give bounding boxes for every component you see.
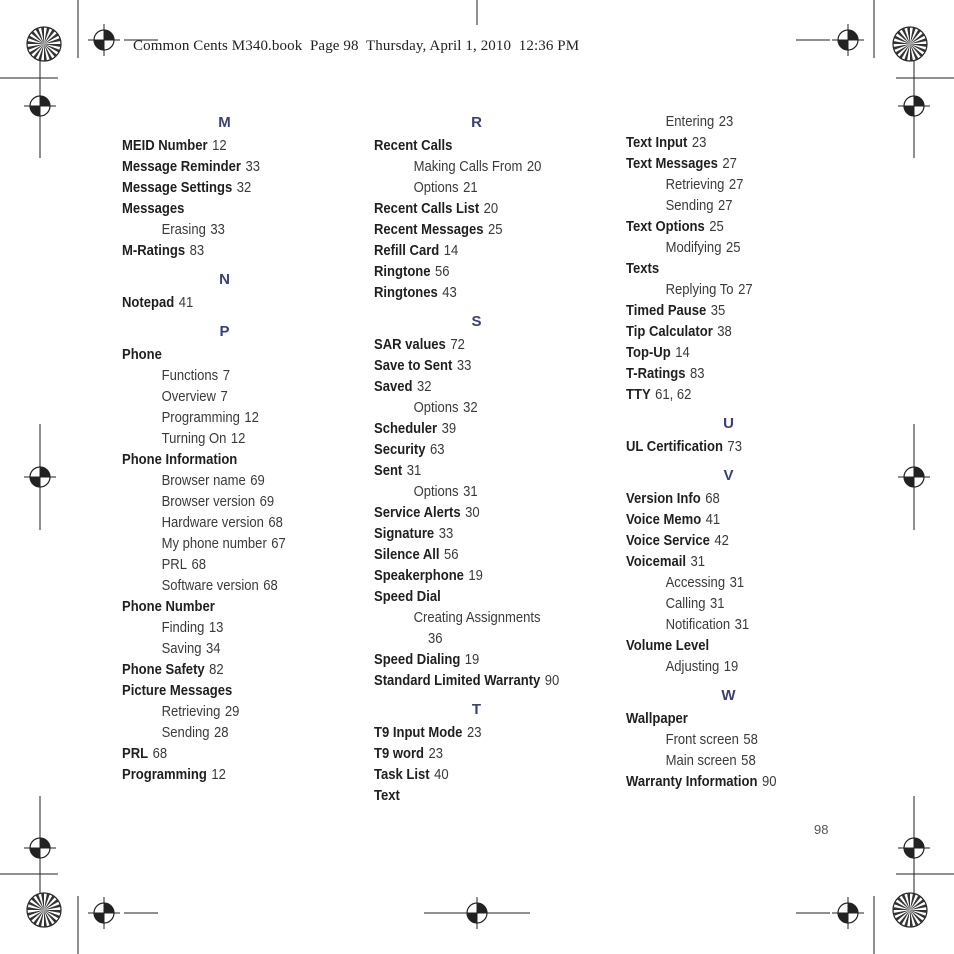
entry-term: Entering — [665, 114, 715, 130]
index-subentry — [374, 629, 590, 650]
entry-page-refs: 31 — [690, 554, 705, 570]
index-subentry — [626, 751, 842, 772]
entry-term: Options — [413, 484, 459, 500]
index-entry — [374, 503, 590, 524]
index-subentry — [374, 178, 590, 199]
index-entry — [374, 744, 590, 765]
entry-page-refs: 23 — [691, 135, 707, 151]
entry-page-refs: 21 — [463, 180, 478, 196]
index-entry — [122, 199, 338, 220]
index-subentry — [626, 112, 842, 133]
index-entry — [626, 385, 842, 406]
index-entry — [626, 133, 842, 154]
entry-page-refs: 19 — [464, 652, 480, 668]
print-header: Common Cents M340.book Page 98 Thursday, April 1, 2010 12:36 PM — [133, 38, 580, 54]
index-entry — [374, 136, 590, 157]
index-subentry — [122, 492, 338, 513]
entry-term: Message Settings — [122, 180, 233, 196]
entry-term: My phone number — [161, 536, 267, 552]
entry-page-refs: 58 — [741, 753, 756, 769]
entry-term: Saved — [374, 379, 413, 395]
entry-page-refs: 68 — [268, 515, 283, 531]
index-entry — [374, 461, 590, 482]
registration-mark-icon — [898, 832, 930, 864]
entry-term: Service Alerts — [374, 505, 461, 521]
index-entry — [122, 136, 338, 157]
entry-page-refs: 12 — [212, 138, 227, 154]
entry-term: PRL — [161, 557, 187, 573]
entry-page-refs: 31 — [406, 463, 422, 479]
index-subentry — [122, 387, 338, 408]
index-entry — [122, 157, 338, 178]
entry-page-refs: 63 — [430, 442, 445, 458]
entry-term: M-Ratings — [122, 243, 186, 259]
entry-page-refs: 41 — [705, 512, 721, 528]
index-subentry — [626, 238, 842, 259]
entry-term: Creating Assignments — [413, 610, 541, 626]
index-entry — [374, 786, 590, 807]
entry-term: Phone Safety — [122, 662, 205, 678]
entry-page-refs: 34 — [206, 641, 221, 657]
index-entry — [374, 723, 590, 744]
index-entry — [626, 489, 842, 510]
index-entry — [374, 262, 590, 283]
entry-term: Front screen — [665, 732, 739, 748]
entry-term: Recent Messages — [374, 222, 484, 238]
index-entry — [374, 241, 590, 262]
entry-term: Save to Sent — [374, 358, 453, 374]
index-entry — [122, 241, 338, 262]
entry-term: Main screen — [665, 753, 737, 769]
index-entry — [626, 709, 842, 730]
entry-page-refs: 12 — [244, 410, 259, 426]
index-subentry — [122, 471, 338, 492]
index-entry — [374, 440, 590, 461]
entry-term: TTY — [626, 387, 651, 403]
entry-term: Saving — [161, 641, 202, 657]
index-entry — [122, 597, 338, 618]
registration-mark-icon — [832, 24, 864, 56]
entry-term: Speed Dialing — [374, 652, 461, 668]
entry-term: SAR values — [374, 337, 446, 353]
index-entry — [626, 636, 842, 657]
registration-mark-icon — [24, 90, 56, 122]
entry-term: Top-Up — [626, 345, 671, 361]
index-subentry — [122, 408, 338, 429]
entry-term: Retrieving — [665, 177, 725, 193]
registration-mark-icon — [88, 24, 120, 56]
index-subentry — [122, 576, 338, 597]
entry-term: Volume Level — [626, 638, 710, 654]
entry-term: MEID Number — [122, 138, 208, 154]
section-letter: N — [219, 271, 230, 288]
entry-page-refs: 13 — [208, 620, 224, 636]
entry-page-refs: 19 — [723, 659, 739, 675]
entry-page-refs: 68 — [263, 578, 278, 594]
index-entry — [374, 566, 590, 587]
entry-term: Browser version — [161, 494, 256, 510]
index-subentry — [122, 429, 338, 450]
entry-page-refs: 30 — [465, 505, 480, 521]
entry-term: Message Reminder — [122, 159, 241, 175]
entry-term: Texts — [626, 261, 660, 277]
starburst-mark-icon — [893, 27, 927, 61]
entry-term: Replying To — [665, 282, 734, 298]
entry-page-refs: 27 — [722, 156, 737, 172]
index-subentry — [122, 639, 338, 660]
entry-term: T-Ratings — [626, 366, 686, 382]
index-entry — [626, 552, 842, 573]
entry-term: Text Input — [626, 135, 688, 151]
starburst-mark-icon — [893, 893, 927, 927]
index-column-2 — [374, 112, 614, 807]
index-entry — [122, 660, 338, 681]
index-subentry — [122, 723, 338, 744]
entry-page-refs: 20 — [483, 201, 499, 217]
section-letter: W — [721, 687, 736, 704]
starburst-mark-icon — [27, 27, 61, 61]
entry-term: Speed Dial — [374, 589, 441, 605]
index-entry — [374, 545, 590, 566]
section-letter: M — [218, 114, 231, 131]
entry-page-refs: 19 — [468, 568, 483, 584]
entry-page-refs: 69 — [259, 494, 275, 510]
entry-page-refs: 20 — [526, 159, 542, 175]
section-letter: R — [471, 114, 482, 131]
entry-page-refs: 7 — [220, 389, 228, 405]
index-entry — [374, 283, 590, 304]
index-entry — [122, 178, 338, 199]
entry-page-refs: 36 — [428, 631, 443, 647]
index-subentry — [626, 573, 842, 594]
index-entry — [374, 356, 590, 377]
entry-page-refs: 61, 62 — [655, 387, 692, 403]
index-subentry — [626, 730, 842, 751]
index-entry — [626, 531, 842, 552]
index-subentry — [122, 366, 338, 387]
entry-page-refs: 25 — [488, 222, 503, 238]
registration-mark-icon — [88, 897, 120, 929]
entry-term: Retrieving — [161, 704, 221, 720]
index-subentry — [374, 398, 590, 419]
entry-page-refs: 56 — [435, 264, 450, 280]
entry-term: Ringtones — [374, 285, 438, 301]
index-entry — [626, 322, 842, 343]
entry-term: Voice Service — [626, 533, 710, 549]
entry-term: T9 Input Mode — [374, 725, 463, 741]
entry-term: Adjusting — [665, 659, 720, 675]
section-letter: V — [723, 467, 734, 484]
entry-term: Modifying — [665, 240, 722, 256]
index-entry — [626, 437, 842, 458]
entry-page-refs: 32 — [416, 379, 432, 395]
index-subentry — [374, 482, 590, 503]
entry-page-refs: 42 — [714, 533, 729, 549]
entry-page-refs: 31 — [734, 617, 750, 633]
entry-term: Refill Card — [374, 243, 440, 259]
entry-term: Tip Calculator — [626, 324, 713, 340]
entry-term: Voicemail — [626, 554, 686, 570]
entry-term: Recent Calls List — [374, 201, 480, 217]
registration-mark-icon — [24, 832, 56, 864]
entry-page-refs: 27 — [728, 177, 744, 193]
entry-page-refs: 28 — [213, 725, 229, 741]
entry-term: Phone — [122, 347, 162, 363]
index-entry — [626, 364, 842, 385]
entry-term: Options — [413, 400, 459, 416]
entry-page-refs: 41 — [178, 295, 194, 311]
index-entry — [374, 671, 590, 692]
index-entry — [374, 220, 590, 241]
entry-term: PRL — [122, 746, 149, 762]
entry-term: Version Info — [626, 491, 701, 507]
section-letter: T — [471, 701, 482, 718]
entry-term: UL Certification — [626, 439, 723, 455]
index-subentry — [374, 608, 590, 629]
index-subentry — [626, 280, 842, 301]
page-number: 98 — [814, 822, 829, 837]
entry-page-refs: 35 — [710, 303, 726, 319]
entry-term: Notification — [665, 617, 731, 633]
index-entry — [374, 335, 590, 356]
index-column-1 — [122, 112, 362, 786]
entry-term: Turning On — [161, 431, 227, 447]
entry-term: Options — [413, 180, 459, 196]
entry-term: Standard Limited Warranty — [374, 673, 541, 689]
index-entry — [626, 343, 842, 364]
index-subentry — [626, 657, 842, 678]
registration-mark-icon — [898, 461, 930, 493]
registration-mark-icon — [24, 461, 56, 493]
index-entry — [122, 744, 338, 765]
entry-page-refs: 23 — [718, 114, 734, 130]
section-letter: S — [471, 313, 482, 330]
entry-term: Recent Calls — [374, 138, 453, 154]
entry-page-refs: 14 — [443, 243, 459, 259]
index-subentry — [626, 196, 842, 217]
entry-page-refs: 82 — [209, 662, 224, 678]
entry-page-refs: 56 — [444, 547, 459, 563]
index-entry — [626, 259, 842, 280]
entry-page-refs: 72 — [450, 337, 465, 353]
index-subentry — [122, 702, 338, 723]
index-entry — [374, 199, 590, 220]
registration-mark-icon — [832, 897, 864, 929]
entry-term: Calling — [665, 596, 706, 612]
entry-page-refs: 38 — [717, 324, 732, 340]
entry-term: Voice Memo — [626, 512, 702, 528]
entry-page-refs: 90 — [544, 673, 560, 689]
entry-page-refs: 12 — [211, 767, 226, 783]
entry-term: Phone Information — [122, 452, 238, 468]
entry-term: Ringtone — [374, 264, 431, 280]
entry-term: Sending — [665, 198, 714, 214]
entry-term: Messages — [122, 201, 185, 217]
entry-term: Phone Number — [122, 599, 215, 615]
index-subentry — [122, 220, 338, 241]
index-entry — [374, 587, 590, 608]
entry-term: Finding — [161, 620, 205, 636]
entry-term: Silence All — [374, 547, 440, 563]
entry-term: Sent — [374, 463, 403, 479]
entry-page-refs: 25 — [709, 219, 724, 235]
index-entry — [122, 450, 338, 471]
entry-page-refs: 40 — [434, 767, 449, 783]
index-subentry — [374, 157, 590, 178]
index-entry — [374, 377, 590, 398]
index-entry — [374, 524, 590, 545]
entry-term: Erasing — [161, 222, 206, 238]
entry-term: T9 word — [374, 746, 425, 762]
index-subentry — [626, 594, 842, 615]
entry-term: Programming — [122, 767, 207, 783]
entry-page-refs: 33 — [245, 159, 260, 175]
entry-term: Hardware version — [161, 515, 264, 531]
entry-page-refs: 83 — [689, 366, 705, 382]
entry-page-refs: 90 — [761, 774, 777, 790]
section-letter: U — [723, 415, 734, 432]
entry-term: Text — [374, 788, 400, 804]
index-subentry — [626, 175, 842, 196]
entry-page-refs: 23 — [428, 746, 444, 762]
index-entry — [122, 293, 338, 314]
entry-term: Scheduler — [374, 421, 438, 437]
entry-page-refs: 33 — [210, 222, 225, 238]
entry-term: Making Calls From — [413, 159, 523, 175]
entry-page-refs: 33 — [438, 526, 454, 542]
index-entry — [122, 681, 338, 702]
entry-term: Notepad — [122, 295, 175, 311]
index-subentry — [122, 513, 338, 534]
entry-term: Browser name — [161, 473, 246, 489]
entry-page-refs: 14 — [675, 345, 690, 361]
entry-page-refs: 23 — [466, 725, 482, 741]
entry-page-refs: 39 — [441, 421, 457, 437]
index-subentry — [122, 555, 338, 576]
entry-page-refs: 68 — [152, 746, 168, 762]
index-entry — [626, 154, 842, 175]
entry-term: Security — [374, 442, 426, 458]
entry-page-refs: 27 — [717, 198, 733, 214]
starburst-mark-icon — [27, 893, 61, 927]
entry-page-refs: 73 — [727, 439, 742, 455]
entry-page-refs: 32 — [463, 400, 478, 416]
section-letter: P — [219, 323, 230, 340]
entry-page-refs: 67 — [271, 536, 286, 552]
entry-term: Text Messages — [626, 156, 718, 172]
entry-page-refs: 43 — [442, 285, 457, 301]
entry-page-refs: 58 — [743, 732, 758, 748]
entry-term: Wallpaper — [626, 711, 688, 727]
entry-page-refs: 32 — [236, 180, 252, 196]
entry-term: Timed Pause — [626, 303, 707, 319]
entry-page-refs: 25 — [725, 240, 741, 256]
entry-page-refs: 7 — [222, 368, 230, 384]
entry-page-refs: 29 — [224, 704, 240, 720]
registration-mark-icon — [898, 90, 930, 122]
entry-term: Accessing — [665, 575, 726, 591]
entry-page-refs: 31 — [710, 596, 725, 612]
index-column-3 — [626, 112, 866, 793]
entry-term: Signature — [374, 526, 435, 542]
index-entry — [122, 765, 338, 786]
entry-page-refs: 33 — [456, 358, 472, 374]
entry-page-refs: 27 — [738, 282, 753, 298]
entry-term: Overview — [161, 389, 216, 405]
index-entry — [374, 765, 590, 786]
index-entry — [374, 650, 590, 671]
entry-page-refs: 69 — [250, 473, 265, 489]
index-entry — [374, 419, 590, 440]
entry-term: Task List — [374, 767, 430, 783]
index-entry — [626, 217, 842, 238]
index-entry — [122, 345, 338, 366]
entry-term: Speakerphone — [374, 568, 464, 584]
entry-page-refs: 68 — [705, 491, 720, 507]
entry-term: Sending — [161, 725, 210, 741]
index-entry — [626, 772, 842, 793]
index-subentry — [122, 618, 338, 639]
index-entry — [626, 510, 842, 531]
entry-term: Picture Messages — [122, 683, 233, 699]
index-entry — [626, 301, 842, 322]
entry-page-refs: 31 — [463, 484, 478, 500]
entry-page-refs: 12 — [230, 431, 246, 447]
entry-term: Functions — [161, 368, 219, 384]
entry-term: Programming — [161, 410, 240, 426]
entry-page-refs: 83 — [189, 243, 205, 259]
entry-term: Warranty Information — [626, 774, 758, 790]
entry-term: Text Options — [626, 219, 705, 235]
index-subentry — [122, 534, 338, 555]
registration-mark-icon — [461, 897, 493, 929]
entry-term: Software version — [161, 578, 259, 594]
entry-page-refs: 31 — [729, 575, 745, 591]
entry-page-refs: 68 — [191, 557, 207, 573]
index-subentry — [626, 615, 842, 636]
